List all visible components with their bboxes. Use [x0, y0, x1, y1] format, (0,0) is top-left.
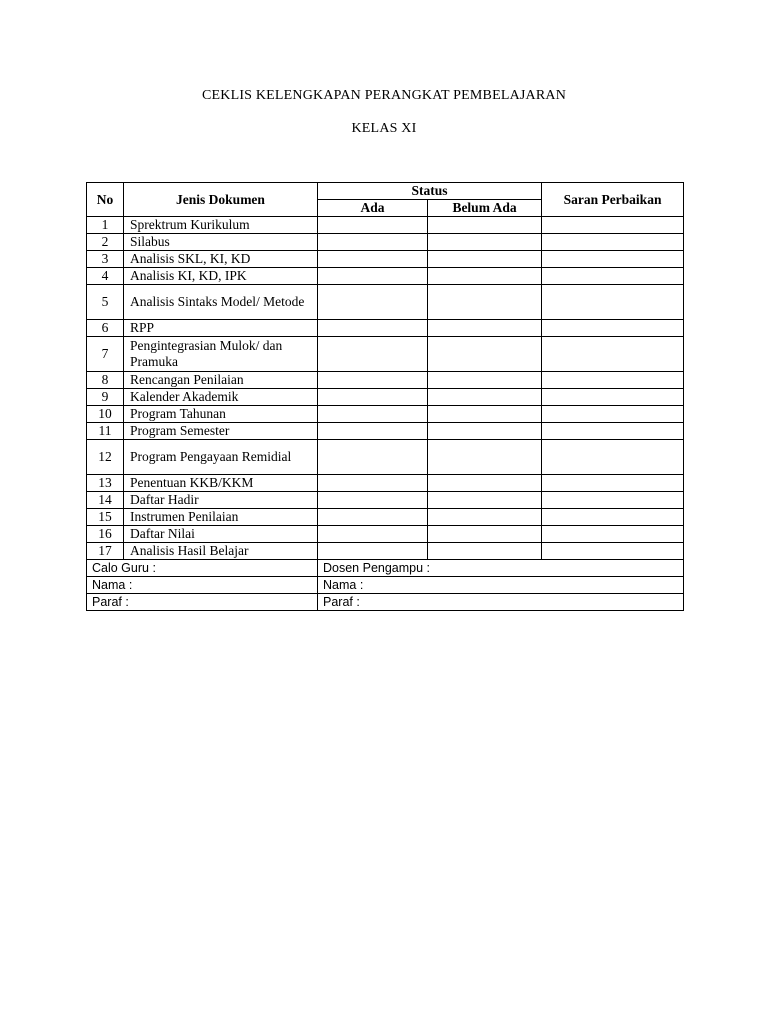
belum-ada-cell[interactable]	[428, 320, 542, 337]
table-row	[87, 543, 684, 560]
saran-perbaikan-cell[interactable]	[542, 406, 684, 423]
document-name: Program Pengayaan Remidial	[124, 440, 318, 475]
ada-cell[interactable]	[318, 251, 428, 268]
saran-perbaikan-cell[interactable]	[542, 475, 684, 492]
belum-ada-cell[interactable]	[428, 372, 542, 389]
document-name: Rencangan Penilaian	[124, 372, 318, 389]
ada-cell[interactable]	[318, 337, 428, 372]
ada-cell[interactable]	[318, 492, 428, 509]
ada-cell[interactable]	[318, 372, 428, 389]
table-row	[87, 285, 684, 320]
ada-cell[interactable]	[318, 475, 428, 492]
document-name: RPP	[124, 320, 318, 337]
header-saran-perbaikan: Saran Perbaikan	[542, 183, 684, 217]
ada-cell[interactable]	[318, 268, 428, 285]
saran-perbaikan-cell[interactable]	[542, 268, 684, 285]
belum-ada-cell[interactable]	[428, 492, 542, 509]
belum-ada-cell[interactable]	[428, 268, 542, 285]
table-row	[87, 389, 684, 406]
row-number: 16	[87, 526, 124, 543]
belum-ada-cell[interactable]	[428, 543, 542, 560]
saran-perbaikan-cell[interactable]	[542, 423, 684, 440]
table-row	[87, 268, 684, 285]
table-row	[87, 526, 684, 543]
document-name: Analisis KI, KD, IPK	[124, 268, 318, 285]
row-number: 14	[87, 492, 124, 509]
row-number: 6	[87, 320, 124, 337]
belum-ada-cell[interactable]	[428, 423, 542, 440]
ada-cell[interactable]	[318, 217, 428, 234]
header-status: Status	[318, 183, 542, 200]
row-number: 12	[87, 440, 124, 475]
header-jenis-dokumen: Jenis Dokumen	[124, 183, 318, 217]
row-number: 1	[87, 217, 124, 234]
page-subtitle: KELAS XI	[351, 121, 417, 136]
row-number: 15	[87, 509, 124, 526]
ada-cell[interactable]	[318, 406, 428, 423]
belum-ada-cell[interactable]	[428, 217, 542, 234]
row-number: 5	[87, 285, 124, 320]
paraf-left-field[interactable]: Paraf :	[87, 594, 318, 611]
row-number: 7	[87, 337, 124, 372]
saran-perbaikan-cell[interactable]	[542, 285, 684, 320]
saran-perbaikan-cell[interactable]	[542, 440, 684, 475]
ada-cell[interactable]	[318, 440, 428, 475]
saran-perbaikan-cell[interactable]	[542, 217, 684, 234]
belum-ada-cell[interactable]	[428, 509, 542, 526]
belum-ada-cell[interactable]	[428, 285, 542, 320]
document-name: Analisis SKL, KI, KD	[124, 251, 318, 268]
row-number: 10	[87, 406, 124, 423]
saran-perbaikan-cell[interactable]	[542, 337, 684, 372]
table-row	[87, 406, 684, 423]
table-row	[87, 440, 684, 475]
belum-ada-cell[interactable]	[428, 406, 542, 423]
table-row	[87, 509, 684, 526]
document-name: Kalender Akademik	[124, 389, 318, 406]
table-row	[87, 475, 684, 492]
page-title: CEKLIS KELENGKAPAN PERANGKAT PEMBELAJARAN	[201, 88, 567, 103]
ada-cell[interactable]	[318, 320, 428, 337]
ada-cell[interactable]	[318, 509, 428, 526]
document-name: Daftar Hadir	[124, 492, 318, 509]
document-name: Sprektrum Kurikulum	[124, 217, 318, 234]
header-ada: Ada	[318, 200, 428, 217]
table-row	[87, 337, 684, 372]
saran-perbaikan-cell[interactable]	[542, 492, 684, 509]
saran-perbaikan-cell[interactable]	[542, 389, 684, 406]
nama-right-field[interactable]: Nama :	[318, 577, 684, 594]
row-number: 17	[87, 543, 124, 560]
belum-ada-cell[interactable]	[428, 440, 542, 475]
table-row	[87, 320, 684, 337]
ada-cell[interactable]	[318, 234, 428, 251]
document-name: Program Semester	[124, 423, 318, 440]
belum-ada-cell[interactable]	[428, 526, 542, 543]
table-footer	[87, 560, 684, 611]
checklist-table	[86, 182, 684, 611]
document-name: Pengintegrasian Mulok/ dan Pramuka	[124, 337, 318, 372]
table-row	[87, 492, 684, 509]
row-number: 8	[87, 372, 124, 389]
table-row	[87, 217, 684, 234]
saran-perbaikan-cell[interactable]	[542, 234, 684, 251]
document-name: Penentuan KKB/KKM	[124, 475, 318, 492]
nama-left-field[interactable]: Nama :	[87, 577, 318, 594]
ada-cell[interactable]	[318, 543, 428, 560]
header-no: No	[87, 183, 124, 217]
ada-cell[interactable]	[318, 423, 428, 440]
dosen-pengampu-field[interactable]: Dosen Pengampu :	[318, 560, 684, 577]
saran-perbaikan-cell[interactable]	[542, 251, 684, 268]
document-name: Daftar Nilai	[124, 526, 318, 543]
row-number: 13	[87, 475, 124, 492]
saran-perbaikan-cell[interactable]	[542, 509, 684, 526]
document-name: Silabus	[124, 234, 318, 251]
ada-cell[interactable]	[318, 526, 428, 543]
paraf-right-field[interactable]: Paraf :	[318, 594, 684, 611]
table-row	[87, 423, 684, 440]
table-body	[87, 217, 684, 560]
saran-perbaikan-cell[interactable]	[542, 372, 684, 389]
table-row	[87, 251, 684, 268]
document-name: Instrumen Penilaian	[124, 509, 318, 526]
belum-ada-cell[interactable]	[428, 389, 542, 406]
saran-perbaikan-cell[interactable]	[542, 526, 684, 543]
row-number: 3	[87, 251, 124, 268]
document-name: Analisis Hasil Belajar	[124, 543, 318, 560]
document-name: Analisis Sintaks Model/ Metode	[124, 285, 318, 320]
row-number: 4	[87, 268, 124, 285]
row-number: 9	[87, 389, 124, 406]
belum-ada-cell[interactable]	[428, 475, 542, 492]
header-belum-ada: Belum Ada	[428, 200, 542, 217]
saran-perbaikan-cell[interactable]	[542, 543, 684, 560]
belum-ada-cell[interactable]	[428, 337, 542, 372]
belum-ada-cell[interactable]	[428, 234, 542, 251]
ada-cell[interactable]	[318, 285, 428, 320]
calo-guru-field[interactable]: Calo Guru :	[87, 560, 318, 577]
saran-perbaikan-cell[interactable]	[542, 320, 684, 337]
document-name: Program Tahunan	[124, 406, 318, 423]
table-row	[87, 234, 684, 251]
row-number: 2	[87, 234, 124, 251]
belum-ada-cell[interactable]	[428, 251, 542, 268]
ada-cell[interactable]	[318, 389, 428, 406]
row-number: 11	[87, 423, 124, 440]
table-row	[87, 372, 684, 389]
